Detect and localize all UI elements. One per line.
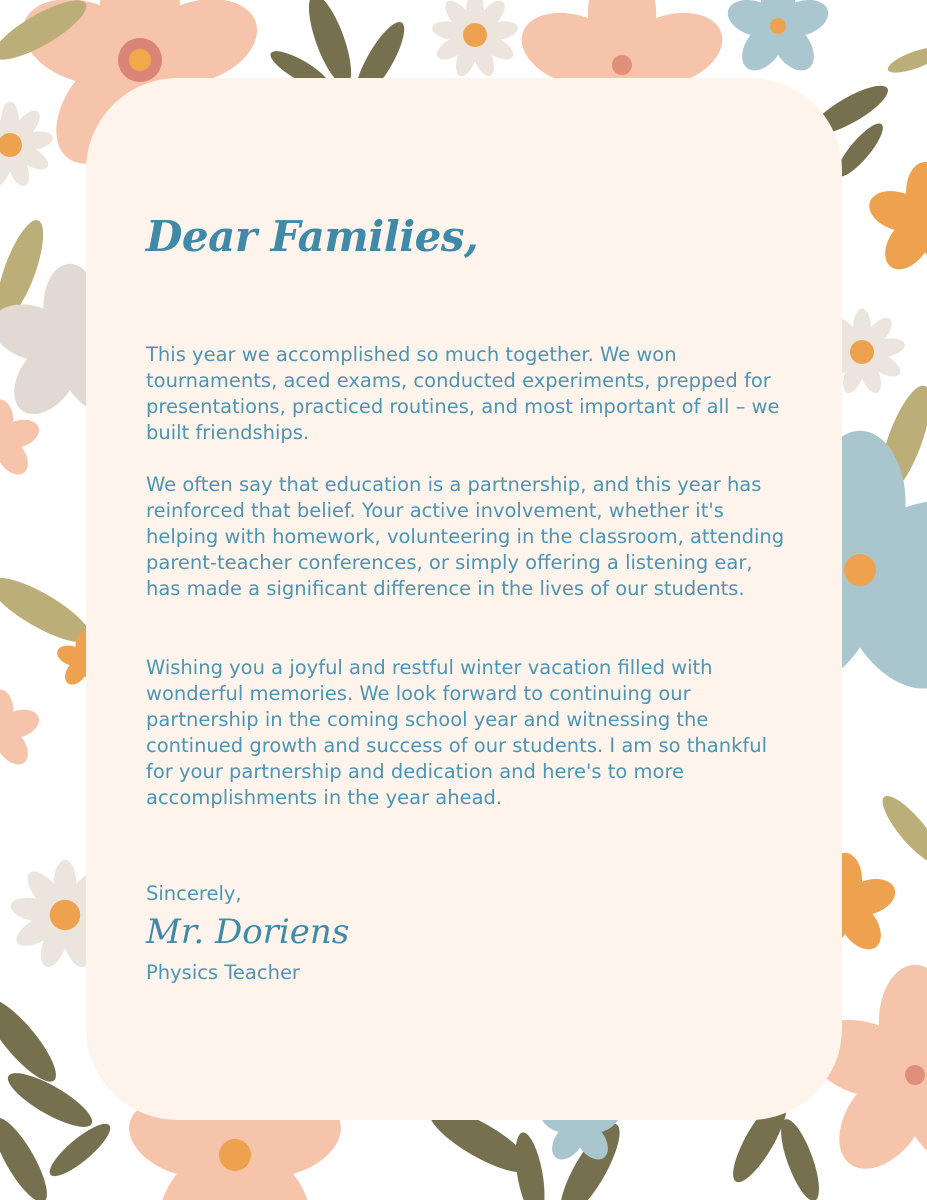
paragraph-3: Wishing you a joyful and restful winter vacation filled with wonderful memories. We look forward to continuing our partnership in the coming school year and witnessing the continued growth and success of our students. I am so thankful for your partnership and dedication and here's to more accomplishments in the year ahead.	[146, 656, 768, 809]
paragraph-2: We often say that education is a partnership, and this year has reinforced that belief. Your active involvement, whether it's helping with homework, volunteering in the classroom, attending parent-teacher conferences, or simply offering a listening ear, has made a significant difference in the lives of our students.	[146, 473, 785, 600]
paragraph-1: This year we accomplished so much together. We won tournaments, aced exams, conducted experiments, prepped for presentations, practiced routines, and most important of all – we built friendships.	[146, 343, 780, 444]
flower-icon	[864, 162, 927, 278]
signer-role: Physics Teacher	[146, 961, 300, 984]
closing: Sincerely,	[146, 882, 242, 905]
flower-icon	[723, 0, 833, 78]
greeting: Dear Families,	[146, 212, 479, 261]
signature: Mr. Doriens	[146, 912, 350, 952]
